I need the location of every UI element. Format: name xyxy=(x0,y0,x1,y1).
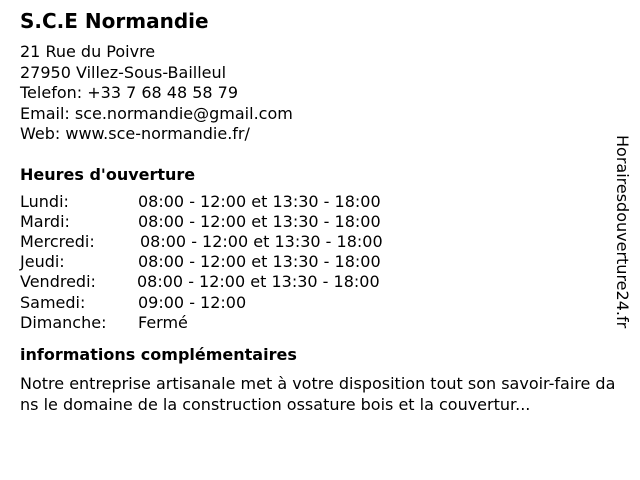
hours-row-friday xyxy=(20,272,640,292)
opening-hours-table xyxy=(20,192,640,333)
day-label: Vendredi: xyxy=(20,272,96,292)
phone-line: Telefon: +33 7 68 48 58 79 xyxy=(20,83,239,102)
hours-value: 08:00 - 12:00 et 13:30 - 18:00 xyxy=(140,231,383,251)
site-watermark: Horairesdouverture24.fr xyxy=(613,135,632,329)
day-label: Dimanche: xyxy=(20,312,107,332)
day-label: Samedi: xyxy=(20,292,86,312)
email-line: Email: sce.normandie@gmail.com xyxy=(20,103,293,123)
day-label: Lundi: xyxy=(20,191,69,211)
day-label: Jeudi: xyxy=(20,252,65,272)
hours-value: 08:00 - 12:00 et 13:30 - 18:00 xyxy=(137,272,380,292)
website-line: Web: www.sce-normandie.fr/ xyxy=(20,124,250,143)
hours-value: 09:00 - 12:00 xyxy=(138,292,247,312)
hours-row-saturday xyxy=(20,293,640,313)
hours-row-thursday xyxy=(20,252,640,272)
hours-row-tuesday xyxy=(20,212,640,232)
hours-row-sunday xyxy=(20,313,640,333)
address-city: 27950 Villez-Sous-Bailleul xyxy=(20,62,227,82)
day-label: Mercredi: xyxy=(20,231,95,251)
hours-value: Fermé xyxy=(138,312,188,332)
hours-value: 08:00 - 12:00 et 13:30 - 18:00 xyxy=(138,191,381,211)
additional-info-heading: informations complémentaires xyxy=(20,344,297,364)
address-street: 21 Rue du Poivre xyxy=(20,42,156,61)
opening-hours-heading: Heures d'ouverture xyxy=(20,164,196,184)
hours-row-monday xyxy=(20,192,640,212)
business-name: S.C.E Normandie xyxy=(20,9,209,33)
contact-block xyxy=(20,42,640,145)
hours-value: 08:00 - 12:00 et 13:30 - 18:00 xyxy=(138,211,381,231)
additional-info-text: Notre entreprise artisanale met à votre disposition tout son savoir-faire dans le domaine de la construction ossature bois et la couvertur... xyxy=(20,373,616,414)
day-label: Mardi: xyxy=(20,211,70,231)
hours-row-wednesday xyxy=(20,232,640,252)
hours-value: 08:00 - 12:00 et 13:30 - 18:00 xyxy=(138,252,381,272)
